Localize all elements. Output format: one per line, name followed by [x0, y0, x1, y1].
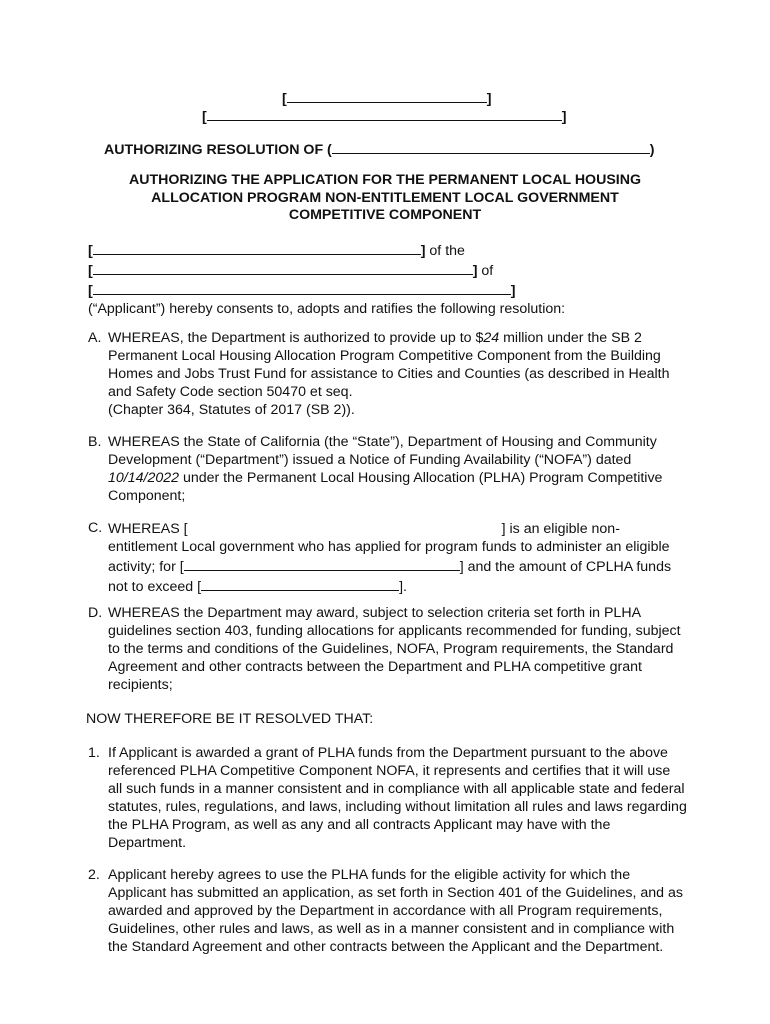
applicant-fill-3[interactable] [93, 280, 511, 295]
applicant-fill-2[interactable] [93, 260, 473, 275]
applicant-fill-1[interactable] [93, 240, 421, 255]
applicant-block [88, 240, 565, 318]
header-blank-line-2: [ ] [202, 106, 566, 125]
local-government-fill[interactable] [188, 519, 502, 533]
whereas-b: B. WHEREAS the State of California (the “State”), Department of Housing and Community Development (“Department”) issued a Notice of Funding Availability (“NOFA”) dated 10/14/2022 under the Permanent Local Housing Allocation (PLHA) Program Competitive Component; [88, 434, 663, 504]
header-blank-line-1: [ ] [282, 88, 491, 107]
clause-2: 2. Applicant hereby agrees to use the PLHA funds for the eligible activity for which the Applicant has submitted an application, as set forth in Section 401 of the Guidelines, and as awarded and approved by the Department in accordance with all Program requirements, Guidelines, other rules and laws, as well as in a manner consistent and in compliance with the Standard Agreement and other contracts between the Applicant and the Department. [88, 867, 683, 955]
applicant-line-1: [ ] of the [88, 240, 565, 260]
resolved-heading: NOW THEREFORE BE IT RESOLVED THAT: [86, 711, 374, 727]
whereas-c: C. WHEREAS [ ] is an eligible non-entitlement Local government who has applied for program funds to administer an eligible activity; for [ ] and the amount of CPLHA funds not to exceed [ ]. [88, 520, 672, 595]
header-fill-1[interactable] [287, 88, 487, 103]
whereas-d: D. WHEREAS the Department may award, subject to selection criteria set forth in PLHA guidelines section 403, funding allocations for applicants recommended for funding, subject to the terms and conditions of the Guidelines, NOFA, Program requirements, the Standard Agreement and other contracts between the Department and PLHA competitive grant recipients; [88, 605, 681, 693]
funds-amount-fill[interactable] [201, 576, 399, 591]
authorizing-resolution-heading: AUTHORIZING RESOLUTION OF ( ) [104, 139, 655, 158]
whereas-a: A. WHEREAS, the Department is authorized to provide up to $24 million under the SB 2 Permanent Local Housing Allocation Program Competitive Component from the Building Homes and Jobs Trust Fund for assistance to Cities and Counties (as described in Health and Safety Code section 50470 et seq. (Chapter 364, Statutes of 2017 (SB 2)). [88, 330, 670, 418]
applicant-line-3: [ ] [88, 280, 565, 300]
eligible-activity-fill[interactable] [184, 556, 460, 571]
applicant-line-2: [ ] of [88, 260, 565, 280]
applicant-consent-text: (“Applicant”) hereby consents to, adopts and ratifies the following resolution: [88, 301, 566, 317]
document-title: AUTHORIZING THE APPLICATION FOR THE PERMANENT LOCAL HOUSING ALLOCATION PROGRAM NON-ENTITLEMENT LOCAL GOVERNMENT COMPETITIVE COMPONENT [128, 172, 642, 223]
clause-1: 1. If Applicant is awarded a grant of PLHA funds from the Department pursuant to the above referenced PLHA Competitive Component NOFA, it represents and certifies that it will use all such funds in a manner consistent and in compliance with all applicable state and federal statutes, rules, regulations, and laws, including without limitation all rules and laws regarding the PLHA Program, as well as any and all contracts Applicant may have with the Department. [88, 745, 687, 851]
header-fill-2[interactable] [207, 106, 562, 121]
resolution-name-fill[interactable] [332, 139, 650, 154]
